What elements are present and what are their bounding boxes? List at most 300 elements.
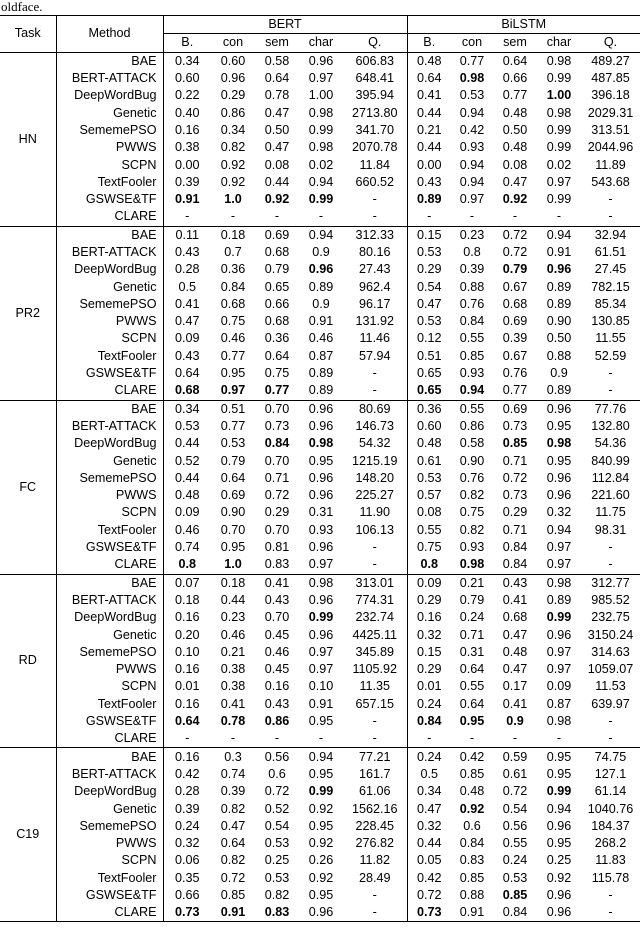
method-cell: BERT-ATTACK [56,244,163,261]
value-cell: 0.95 [308,887,334,902]
value-cell: 0.91 [308,314,334,329]
method-cell: CLARE [56,382,163,400]
value-cell: 11.89 [595,157,626,172]
value-cell: - [230,209,236,224]
value-cell: 0.72 [502,245,528,259]
value-cell: - [608,366,613,381]
table-row [0,800,640,817]
value-cell: 0.09 [174,505,200,520]
value-cell: 11.75 [595,505,626,520]
metric-header: con [451,34,493,52]
value-cell: 0.43 [264,696,290,711]
value-cell: 0.48 [416,436,442,451]
value-cell: 0.46 [308,331,334,346]
value-cell: 0.76 [459,296,485,311]
value-cell: 0.99 [546,192,572,207]
value-cell: 0.47 [264,140,290,155]
value-cell: 0.87 [546,696,572,711]
value-cell: 0.99 [546,122,572,137]
value-cell: 1562.16 [343,800,407,817]
value-cell: 1.00 [546,88,572,103]
value-cell: 0.45 [264,627,290,642]
value-cell: 0.93 [459,140,485,155]
value-cell: 0.96 [546,887,572,902]
value-cell: 774.31 [343,592,407,609]
value-cell: 0.75 [416,540,442,555]
value-cell: 0.44 [220,592,246,607]
value-cell: 0.74 [220,766,246,781]
value-cell: 112.84 [591,470,630,485]
value-cell: 0.96 [308,540,334,555]
value-cell: 0.55 [502,836,528,851]
method-cell: SememePSO [56,818,163,835]
value-cell: 0.93 [459,540,485,555]
value-cell: 161.7 [343,766,407,783]
method-cell: SememePSO [56,122,163,139]
table-row [0,609,640,626]
value-cell: - [608,905,613,920]
value-cell: 0.26 [308,853,334,868]
value-cell: 0.84 [502,905,528,920]
value-cell: 77.21 [343,748,407,766]
value-cell: 0.56 [264,749,290,764]
method-cell: SCPN [56,330,163,347]
value-cell: 0.38 [220,679,246,694]
value-cell: 0.53 [416,314,442,329]
task-cell: PR2 [0,226,56,400]
value-cell: 341.70 [343,122,407,139]
value-cell: 0.75 [459,505,485,520]
method-cell: TextFooler [56,348,163,365]
table-row [0,330,640,347]
value-cell: 0.82 [220,801,246,816]
value-cell: 52.59 [594,348,627,363]
value-cell: 0.53 [264,870,290,885]
value-cell: 0.98 [308,436,334,451]
table-row [0,644,640,661]
method-cell: PWWS [56,661,163,678]
table-row [0,452,640,469]
value-cell: 0.01 [416,679,442,694]
value-cell: 0.68 [502,610,528,625]
value-cell: - [427,731,432,746]
value-cell: 0.71 [264,470,290,485]
value-cell: 489.27 [591,53,630,68]
value-cell: 0.55 [416,522,442,537]
value-cell: 11.46 [343,330,407,347]
value-cell: 11.82 [343,852,407,869]
value-cell: 0.94 [459,383,485,398]
task-header: Task [0,16,56,53]
value-cell: 0.24 [502,853,528,868]
value-cell: 0.02 [308,157,334,172]
value-cell: 0.92 [308,870,334,885]
value-cell: 0.95 [546,749,572,764]
value-cell: 313.01 [343,574,407,592]
table-row [0,487,640,504]
value-cell: 0.66 [174,887,200,902]
value-cell: 0.48 [416,53,442,68]
value-cell: 0.24 [416,749,442,764]
value-cell: 0.41 [174,296,200,311]
value-cell: 0.8 [463,245,481,259]
value-cell: 0.22 [174,88,200,103]
value-cell: 962.4 [343,278,407,295]
value-cell: 0.16 [174,662,200,677]
value-cell: 0.5 [178,279,196,294]
value-cell: 0.99 [546,784,572,799]
value-cell: 0.53 [416,470,442,485]
method-cell: DeepWordBug [56,435,163,452]
method-cell: Genetic [56,104,163,121]
value-cell: - [274,209,280,224]
value-cell: 0.98 [459,71,485,86]
value-cell: 0.85 [220,887,246,902]
value-cell: 0.16 [264,679,290,694]
value-cell: 0.39 [459,262,485,277]
value-cell: - [343,556,407,574]
table-row [0,296,640,313]
value-cell: 606.83 [343,52,407,70]
value-cell: 0.24 [416,696,442,711]
method-cell: PWWS [56,835,163,852]
value-cell: 0.67 [502,348,528,363]
value-cell: 0.99 [308,610,334,625]
value-cell: 54.36 [594,436,627,451]
table-row [0,661,640,678]
method-cell: BERT-ATTACK [56,766,163,783]
value-cell: 985.52 [591,592,630,607]
value-cell: 232.74 [343,609,407,626]
value-cell: 0.41 [502,592,528,607]
value-cell: 0.86 [459,418,485,433]
value-cell: 0.96 [546,401,572,416]
value-cell: 0.64 [264,71,290,86]
value-cell: 0.40 [174,105,200,120]
value-cell: 0.71 [502,522,528,537]
value-cell: 0.88 [459,887,485,902]
value-cell: 0.44 [416,836,442,851]
value-cell: 0.97 [308,71,334,86]
value-cell: 0.72 [502,784,528,799]
value-cell: 0.64 [416,71,442,86]
value-cell: 0.94 [308,227,334,242]
value-cell: - [608,540,613,555]
value-cell: 74.75 [594,749,627,764]
metric-header: sem [255,34,299,52]
value-cell: 0.55 [459,679,485,694]
value-cell: 0.61 [416,453,442,468]
value-cell: 0.60 [174,71,200,86]
value-cell: 0.43 [502,575,528,590]
value-cell: 32.94 [594,227,627,242]
value-cell: 0.39 [174,174,200,189]
value-cell: 0.64 [459,662,485,677]
value-cell: 0.08 [264,157,290,172]
caption-tail: oldface. [1,0,43,14]
value-cell: 148.20 [343,470,407,487]
table-row [0,226,640,244]
value-cell: 0.25 [264,853,290,868]
value-cell: 0.53 [174,418,200,433]
value-cell: 395.94 [343,87,407,104]
value-cell: 0.36 [416,401,442,416]
method-cell: SememePSO [56,296,163,313]
value-cell: 0.97 [546,174,572,189]
value-cell: 0.42 [174,766,200,781]
value-cell: 0.47 [174,314,200,329]
value-cell: 96.17 [343,296,407,313]
value-cell: 0.47 [502,174,528,189]
value-cell: 0.92 [502,192,528,207]
value-cell: 0.16 [174,122,200,137]
value-cell: 0.99 [546,71,572,86]
value-cell: - [230,731,236,746]
value-cell: 0.97 [308,644,334,659]
value-cell: 0.28 [174,784,200,799]
value-cell: 0.75 [220,314,246,329]
value-cell: 3150.24 [587,627,634,642]
value-cell: 0.68 [264,314,290,329]
value-cell: 0.9 [312,296,330,311]
value-cell: 0.53 [459,88,485,103]
value-cell: 0.96 [220,71,246,86]
value-cell: 127.1 [594,766,627,781]
table-row [0,522,640,539]
value-cell: 840.99 [591,453,630,468]
value-cell: 0.47 [220,818,246,833]
method-cell: CLARE [56,556,163,574]
value-cell: 0.65 [416,383,442,398]
value-cell: 0.98 [308,575,334,590]
value-cell: 0.48 [174,488,200,503]
value-cell: 0.42 [459,749,485,764]
value-cell: 0.79 [220,453,246,468]
value-cell: 1215.19 [343,452,407,469]
table-row [0,313,640,330]
value-cell: 0.72 [502,227,528,242]
value-cell: - [608,557,613,572]
value-cell: 0.9 [550,366,568,381]
table-row [0,52,640,70]
value-cell: 0.00 [416,157,442,172]
value-cell: 0.94 [459,157,485,172]
value-cell: 0.47 [502,662,528,677]
value-cell: 1.0 [224,192,242,207]
value-cell: 0.43 [174,348,200,363]
value-cell: 0.38 [220,662,246,677]
value-cell: 0.84 [416,714,442,729]
value-cell: 0.15 [416,227,442,242]
value-cell: 0.52 [264,801,290,816]
value-cell: 0.48 [502,140,528,155]
task-cell: RD [0,574,56,748]
table-row [0,400,640,418]
value-cell: 639.97 [591,696,630,711]
value-cell: 0.94 [308,749,334,764]
value-cell: 0.78 [220,714,246,729]
value-cell: 98.31 [594,522,627,537]
value-cell: 0.89 [416,192,442,207]
value-cell: 0.06 [174,853,200,868]
value-cell: - [343,730,407,748]
value-cell: 0.95 [308,766,334,781]
value-cell: 0.85 [459,766,485,781]
value-cell: 132.80 [591,418,630,433]
bilstm-header: BiLSTM [407,16,640,34]
value-cell: 11.53 [595,679,626,694]
value-cell: 0.50 [502,122,528,137]
value-cell: 0.84 [502,557,528,572]
value-cell: 0.95 [546,418,572,433]
value-cell: 0.59 [502,749,528,764]
method-cell: SCPN [56,156,163,173]
table-row [0,470,640,487]
value-cell: - [343,365,407,382]
value-cell: 0.44 [264,174,290,189]
value-cell: 130.85 [591,314,630,329]
value-cell: 0.91 [174,192,200,207]
value-cell: 146.73 [343,418,407,435]
value-cell: - [318,209,324,224]
method-cell: GSWSE&TF [56,539,163,556]
value-cell: 0.09 [546,679,572,694]
value-cell: 0.29 [416,262,442,277]
value-cell: 131.92 [343,313,407,330]
value-cell: 0.97 [459,192,485,207]
method-cell: TextFooler [56,696,163,713]
value-cell: 0.96 [308,418,334,433]
value-cell: 0.84 [264,436,290,451]
value-cell: 0.11 [175,227,200,242]
method-cell: DeepWordBug [56,261,163,278]
value-cell: 0.46 [220,627,246,642]
value-cell: 0.38 [174,140,200,155]
value-cell: 1.00 [308,88,334,103]
value-cell: 0.86 [220,105,246,120]
value-cell: 660.52 [343,174,407,191]
table-row [0,730,640,748]
value-cell: 0.9 [506,714,524,729]
value-cell: 0.61 [502,766,528,781]
value-cell: 0.68 [264,245,290,259]
method-cell: GSWSE&TF [56,365,163,382]
value-cell: 0.58 [264,53,290,68]
value-cell: 0.97 [220,383,246,398]
method-cell: BERT-ATTACK [56,70,163,87]
metric-header: B. [163,34,211,52]
table-row [0,574,640,592]
method-cell: BAE [56,52,163,70]
value-cell: - [608,731,613,746]
table-row [0,766,640,783]
value-cell: 232.75 [591,610,630,625]
value-cell: 0.85 [459,870,485,885]
method-cell: GSWSE&TF [56,887,163,904]
value-cell: 0.43 [416,174,442,189]
table-row [0,870,640,887]
value-cell: 0.31 [308,505,334,520]
value-cell: 0.76 [502,366,528,381]
value-cell: 648.41 [343,70,407,87]
table-row [0,70,640,87]
value-cell: 0.94 [546,227,572,242]
value-cell: 0.53 [264,836,290,851]
value-cell: 0.41 [220,696,246,711]
value-cell: 2713.80 [343,104,407,121]
value-cell: 0.75 [264,366,290,381]
value-cell: 0.34 [220,122,246,137]
value-cell: 0.48 [502,644,528,659]
value-cell: 0.8 [420,557,438,572]
table-row [0,539,640,556]
value-cell: 0.32 [546,505,572,520]
value-cell: - [343,713,407,730]
value-cell: 0.73 [502,488,528,503]
method-cell: SCPN [56,852,163,869]
value-cell: 0.58 [459,436,485,451]
method-cell: SCPN [56,678,163,695]
value-cell: 0.44 [416,105,442,120]
value-cell: 0.99 [308,784,334,799]
value-cell: 0.56 [502,818,528,833]
value-cell: 0.50 [546,331,572,346]
value-cell: 0.96 [546,905,572,920]
value-cell: 0.89 [308,383,334,398]
value-cell: 0.25 [546,853,572,868]
metric-header: char [537,34,581,52]
value-cell: 0.73 [502,418,528,433]
value-cell: 0.94 [546,801,572,816]
method-cell: PWWS [56,487,163,504]
value-cell: 0.90 [220,505,246,520]
value-cell: 0.89 [546,383,572,398]
value-cell: 0.84 [502,540,528,555]
value-cell: 0.64 [459,696,485,711]
value-cell: - [608,383,613,398]
method-cell: CLARE [56,730,163,748]
value-cell: 0.47 [416,296,442,311]
table-row [0,626,640,643]
bert-header: BERT [163,16,407,34]
value-cell: 0.70 [264,610,290,625]
value-cell: 0.44 [174,436,200,451]
value-cell: 0.92 [220,157,246,172]
value-cell: 106.13 [343,522,407,539]
value-cell: 487.85 [591,71,630,86]
method-cell: BERT-ATTACK [56,592,163,609]
value-cell: 4425.11 [343,626,407,643]
value-cell: 0.92 [220,174,246,189]
value-cell: 0.44 [416,140,442,155]
value-cell: 0.97 [308,662,334,677]
table-row [0,504,640,521]
value-cell: 0.98 [308,140,334,155]
method-cell: BERT-ATTACK [56,418,163,435]
value-cell: 0.47 [416,801,442,816]
value-cell: 0.65 [416,366,442,381]
value-cell: - [343,539,407,556]
method-cell: BAE [56,226,163,244]
value-cell: 0.69 [502,401,528,416]
value-cell: 0.73 [174,905,200,920]
value-cell: 0.09 [174,331,200,346]
value-cell: - [343,191,407,208]
value-cell: 0.84 [459,836,485,851]
value-cell: 0.96 [308,470,334,485]
value-cell: 0.48 [459,784,485,799]
value-cell: - [343,208,407,226]
